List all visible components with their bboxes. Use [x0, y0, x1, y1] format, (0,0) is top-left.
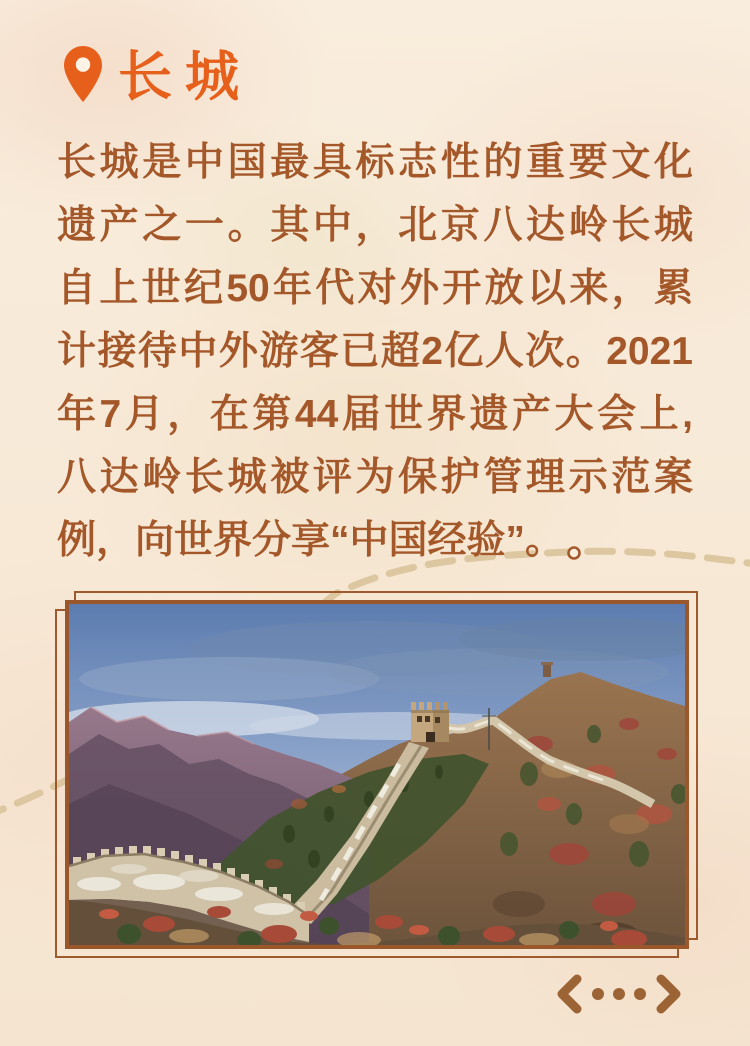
article-line: 自上世纪50年代对外开放以来，累 — [57, 267, 693, 310]
photo-stack — [65, 600, 689, 949]
article-line: 八达岭长城被评为保护管理示范案 — [57, 456, 693, 499]
pagination-dot[interactable] — [634, 988, 646, 1000]
card-header — [64, 44, 252, 107]
article-line: 例，向世界分享“中国经验”。 — [57, 519, 565, 562]
pagination-dots — [592, 988, 646, 1000]
chevron-left-icon[interactable] — [556, 974, 582, 1014]
location-pin-icon — [64, 46, 102, 102]
page-title: 长城 — [118, 47, 252, 107]
article-line: 年7月，在第44届世界遗产大会上, — [57, 393, 693, 436]
great-wall-photo — [65, 600, 689, 949]
pagination — [556, 972, 682, 1016]
pagination-dot[interactable] — [613, 988, 625, 1000]
article-line: 计接待中外游客已超2亿人次。2021 — [57, 330, 693, 373]
article-line: 长城是中国最具标志性的重要文化 — [57, 141, 693, 184]
article-line: 遗产之一。其中，北京八达岭长城 — [57, 204, 693, 247]
article-text — [57, 131, 693, 572]
chevron-right-icon[interactable] — [656, 974, 682, 1014]
pagination-dot[interactable] — [592, 988, 604, 1000]
